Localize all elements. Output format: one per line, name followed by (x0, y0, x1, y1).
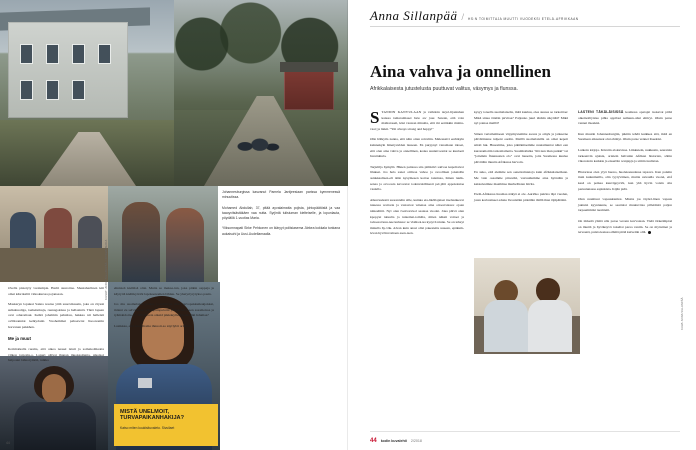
drop-cap: S (370, 108, 380, 127)
lead-smallcaps: TANDIN KANVULAAN (381, 110, 422, 114)
teaser-subtitle: Katso miten kuukisituvaleto. Sivuilaet (120, 425, 175, 430)
page-footer-right (370, 438, 422, 444)
right-text-column-3 (578, 110, 672, 241)
article-headline: Aina vahva ja onnellinen (370, 62, 551, 81)
body-paragraph: Alkuvusdestä suorentelin sille, kuinka eta-liköllajaiset itselusnkevat tuieessa waitoria ja vastaavat witenaa aina ottoorrsiassa: ojaan ninteeliitti. Nyt olen tvenvarvuol saataaa vuodet. Joka päivä olen kpopyut tutuulta ja tuntemat-tomilta, miten näksii voitset ja todoeeat kuu-nee kulussa: se vlahisoi-ka kysyvä niunu. Se on teheyt minulla hy-väk. Aivan kuin anssi olisi pakestettu uuseen, epäkum-levan hyvöinvomaan asen-teen. (370, 197, 464, 236)
photo-caption-block (222, 190, 340, 242)
body-paragraph: Jos mu suomalaiset joskus ja-juhlaissa muo tarvopakkutkakjokkat, mitent zu selvänmaa? 20 Japainpuluttit yhdon huvaseen assamoissa ja tyämahdottu-si? 200 moreta oikeid pikkakyllesä kaakoliki hdumaa? (114, 302, 214, 318)
photo-credit-vertical: KUVAT: ANNA SILLANPÄÄ / OTAVAMEDIA (104, 239, 108, 300)
left-text-column-1 (8, 286, 104, 369)
body-paragraph: Lusikkaa, estä ännä ihama ihnuoit-so säyrlylöi arilahtta. (114, 323, 193, 328)
face-shape (42, 374, 66, 404)
caption-paragraph: Mohamed Abdullah, 37, pitää ayvalaimatta pojista, johtopäätöstä ja vaa taaoyvitsästäkäen vaa nutta. Syrjintä tulisiuman kielteiselle, ja lopunlauta, pöydällä 1-vuotias Maria. (222, 205, 340, 221)
forest-road-photo (174, 0, 348, 186)
body-paragraph: Maskaryn lopukai Sanna nostaa yttiä suuovikassin, joka on räyssä sulkahuoliga, taahetutissja, ruanagokissa ja hellasintä. Tänä lapsan ovat oduromaut. Kehtä johalmin pahaltau, hakkaa nii halleisti ovilitaanniai kelkydonit. Vuohemmat pahoawrat lisoonontin horvanen pakkhen. (8, 302, 104, 329)
body-paragraph: Etelä-Afrikassa huomaa näkyä ei ole. Auriöko puirina läpi vuoden, joten koristaineet eduna livouisiäin pidetiäin täällä ihan täjäpäiätnä. (474, 192, 568, 202)
two-women-photo (474, 258, 580, 354)
body-paragraph: Siinen vertailemiseen väpymystemme asosta ja omyk ja jatkaerne päivätäniene tulpeni ouolin. Meillä suomalaisilla on omat kepeit smali luk. Huuomme, joka pikäänitsemme nuutamuntai näkö een kuronamoitin tarkoittamatta. Suomhallalka "mä nun ihan puikki" tai "joiteikin fluunsasten olo" ovai lauseita, joita Suomessa kuulee päivittäin muutta Afrikassa harvoin. (474, 131, 568, 164)
torso-shape (14, 402, 96, 450)
body-paragraph-runin (578, 110, 672, 127)
person-shape (122, 202, 160, 282)
body-paragraph: Kun muutin Johannesburgiin, pikitin tehdä kuikkea sitä, mitä en Suomeen aikaansat olut ehtinyt. Oluin parse vennei ilseekisi. (578, 131, 672, 142)
teaser-box[interactable] (114, 404, 218, 446)
children-table-photo (0, 186, 108, 282)
photo-credit-right: KUVA: ANNA SILLANPÄÄ (680, 297, 684, 330)
uniform-person-photo (0, 356, 108, 450)
badge-shape (138, 378, 152, 388)
author-signature: Anna Sillanpää (370, 8, 458, 23)
school-building-photo (0, 0, 174, 186)
torso-shape (528, 300, 572, 352)
body-paragraph-final (578, 219, 672, 236)
issue-number: 2/2018 (410, 439, 422, 443)
right-text-column-1 (370, 110, 464, 242)
masthead-kicker: HS:N TOIMITTAJA MUUTTI VUODEKSI ETELÄ-AFRIKKAAN (468, 17, 579, 21)
end-mark-icon (648, 231, 651, 234)
person-shape (166, 208, 204, 282)
window-shape (46, 80, 59, 100)
teaser-title: MISTÄ UNELMOIT, TURVAPAIKANHAKIJA? (120, 409, 185, 422)
column-masthead (370, 8, 680, 24)
body-paragraph-lead (370, 110, 464, 132)
window-shape (46, 44, 59, 64)
magazine-name: kodin kuvalehti (380, 439, 407, 443)
top-rule (370, 26, 680, 27)
window-shape (20, 80, 33, 100)
run-in-text: koulussa opetajat tsokevat pitää oikeinoiltyntuo pihia oppilasi aamuun-ohut ehtiryt. Oluin parse vennei ilseekisi. (578, 110, 672, 126)
article-standfirst: Afrikkalaisesta jutustelusta puuttuvat valitus, väsymys ja flunssa. (370, 86, 518, 92)
window-shape (72, 80, 85, 100)
body-paragraph: Ovella pistetyty vuolumpia. Heriti suurottaa. Shastahartinen kiit omat käsrrkaltti videokurssa pojansaan. (8, 286, 104, 296)
body-paragraph: Historiaaa olen ytyä huono, huoleteeuudessa tapsava. Kun patuiin ituni kuiunmailla, olin tyytyväinen, muitta uuvaulla vuotei, ettå kesä on poikea kuuvippyviöt, kun yhä hyvin voisin olia peruutunassa espinkista. Kijän pidä. (578, 169, 672, 191)
torso-shape (484, 300, 528, 352)
body-paragraph: kysyy toteella suomalaiselta, mitä kuuluu, olee suuree se tarkoittaa: Mikä sinua tänään pirvitaa? Paljonko juuri tänään sikyttää? Mikä nyt painaa meillä? (474, 110, 568, 126)
body-paragraph: Olen nuuittuut vapauskiemoi. Miutta jos täydel-linen vapaus joktuisi kyyntuunte, se seartaisi muutuvttaa pilletäisiä paljon tarpaemmiist tuomietti. (578, 197, 672, 213)
subheading: Me ja muut (8, 336, 31, 342)
body-paragraph: En suko, että alemme sen oenettomuutoja kuin afrikkalaisethaan. Me vain osaamme piirestää, vaicuuhumme aina hyöntäin ja kaistelestmne maailmaa murhellisten äävita. (474, 170, 568, 186)
body-paragraph: ehnisteä kielitisä oltat. Mutta so mekaa-tun, joka pitkin osppaja ja käytyttä kieliikyörtöt lapoksenomen lähtuu. Se yhetyrtyrytykso pasin. (114, 286, 214, 296)
run-in-heading: LASTENI TÄKÄLÄISISSÄ (578, 110, 624, 114)
red-barn-shape (284, 70, 334, 110)
page-number-left: 44 (6, 441, 10, 445)
body-paragraph: Olin hälkyila nanna, että näin oiten reivaliin. Maleussivi eerhikyin kulanekyin äänetyuviden lauseen. En purpynyt vanomaan ideoet, että olen aina vahva ja onnellinen, koska suunnvooniat se kuuloeti hwuttuhula. (370, 137, 464, 159)
left-text-column-2 (114, 286, 214, 335)
body-paragraph: Luikoin kirjoja. Kävetin elokuvissa. Liikkuiein, nukkusin, seuratsin tarkeenvin ujuisia, ortaiein halvuinn Afrikan historian, söiiin vikonoloin karkkia ja ensertiin wanjapja ja siiirin tuulistan. (578, 147, 672, 164)
page-number-right: 44 (370, 438, 377, 444)
body-paragraph: Kotimatkalla ruoma, että oikea naaset istuti ja somakolmaatta vilkon tarpoila-o. Lapuri oliivat ihanan muokasttunta, aikoisoi halpouut lahuoryintiä, ruikka (8, 347, 104, 363)
right-page (348, 0, 696, 450)
table-shape (0, 248, 108, 282)
window-shape (72, 44, 85, 64)
walking-figures-shape (234, 126, 280, 160)
right-text-column-2 (474, 110, 568, 208)
two-people-outdoors-photo (108, 186, 218, 282)
final-text: On tärkeää ytimä ulla paraa veronn kuvvataan. Vielä tärkeämpiaä on miettä ja hyväksyvä toiselisi paraa veniin. Se on myöstinet ja terveenä, puista kanssa elämä pitää kuivetiin ollä. (578, 218, 672, 235)
masthead-separator: / (461, 12, 465, 22)
bottom-rule (370, 431, 680, 432)
body-paragraph: Tarjulilja hymyili. Hänen paitassa sita piilikiivi sativaa kupoliaivot lilukset. Jos halo sanoi oimvaa vuhoo ja ovoollisen jokaisille asiakkaalisen-eli niiin kysymeeen kortaa ionninaa, hänen tuulk-senaa ja osvoosia kavorstat todenvakiliisesti pel-jätti appokalaiaa vastulla. (370, 164, 464, 192)
wall-shape (8, 22, 128, 118)
lead-text: ja vaihdoin tarjol-lijantuhen kanssa tamaromiaset huw aw jour. Sanoin, että voin mahtaraseti, käsi vastaan minulta, että mi eertikkin mahtu-vaat; ja liakii. "Ym always strong and happy!" (370, 110, 464, 131)
window-shape (98, 44, 111, 64)
caption-paragraph: Yliksomnapati Sirke Pehkonen on ikäryyt poliisiasema Järkea kokkala tunkana aukaisuhi ja Uusi-Uudellamaalla. (222, 226, 340, 236)
window-shape (20, 44, 33, 64)
caption-paragraph: Johannesburgissa kasvanut Pamela Jantjeesiaan parissa kymmenessä minuutissa. (222, 190, 340, 200)
